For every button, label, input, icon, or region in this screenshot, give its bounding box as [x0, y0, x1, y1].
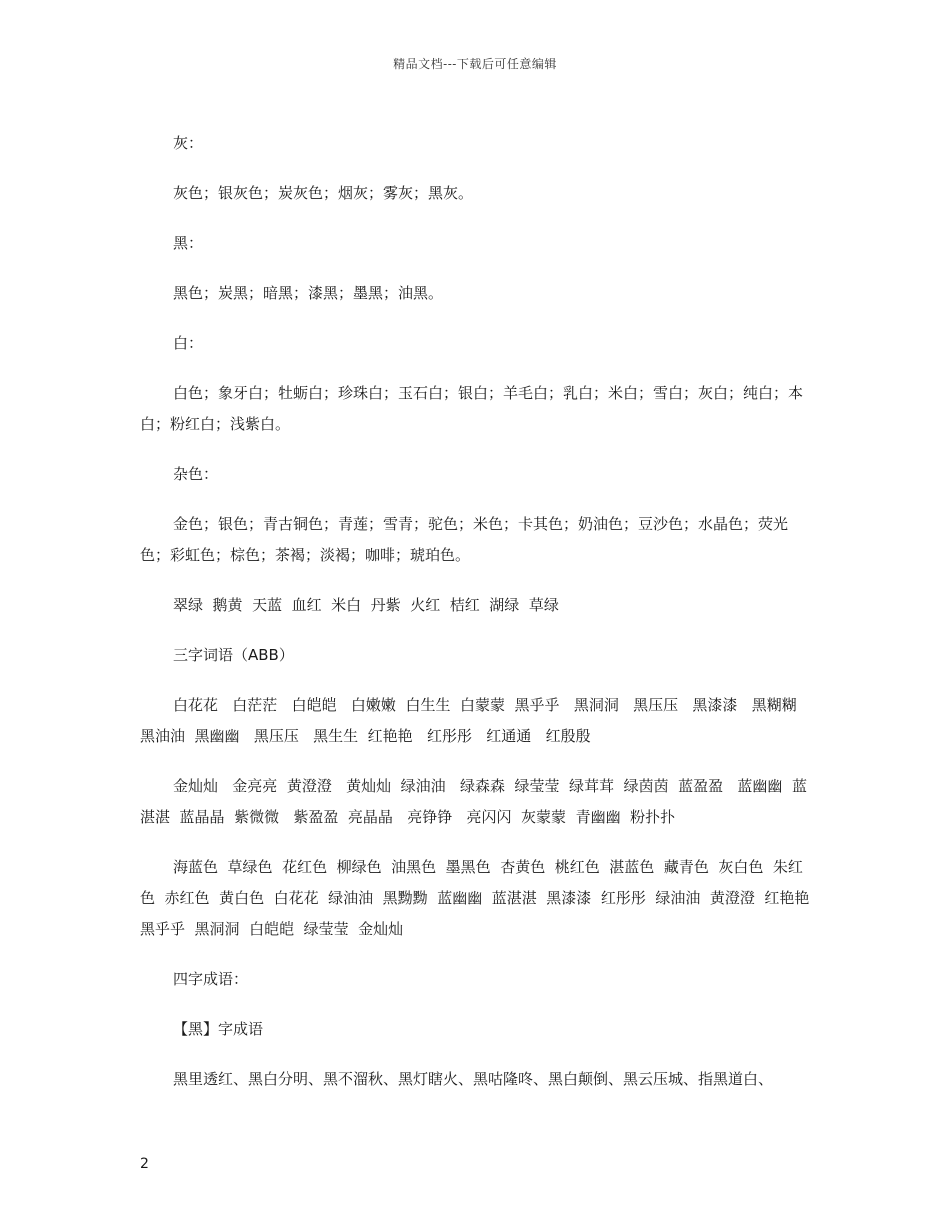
abb-words-white-black-red: 白花花 白茫茫 白皑皑 白嫩嫩 白生生 白蒙蒙 黑乎乎 黑洞洞 黑压压 黑漆漆 黑糊糊 黑油油 黑幽幽 黑压压 黑生生 红艳艳 红彤彤 红通通 红殷殷 — [140, 696, 812, 745]
two-char-color-words: 翠绿 鹅黄 天蓝 血红 米白 丹紫 火红 桔红 湖绿 草绿 — [173, 596, 559, 614]
gray-color-list: 灰色；银灰色；炭灰色；烟灰；雾灰；黑灰。 — [173, 184, 474, 202]
color-words-mixed: 海蓝色 草绿色 花红色 柳绿色 油黑色 墨黑色 杏黄色 桃红色 湛蓝色 藏青色 灰白色 朱红色 赤红色 黄白色 白花花 绿油油 黑黝黝 蓝幽幽 蓝湛湛 黑漆漆 红彤彤 绿油油 黄澄澄 红艳艳 黑乎乎 黑洞洞 白皑皑 绿莹莹 金灿灿 — [140, 858, 819, 938]
heading-black: 黑： — [173, 234, 204, 252]
heading-four-char-idioms: 四字成语： — [173, 970, 249, 988]
heading-mixed: 杂色： — [173, 465, 219, 483]
mixed-color-list: 金色；银色；青古铜色；青莲；雪青；驼色；米色；卡其色；奶油色；豆沙色；水晶色；荧光色；彩虹色；棕色；茶褐；淡褐；咖啡；琥珀色。 — [140, 515, 789, 564]
page-header: 精品文档---下载后可任意编辑 — [393, 57, 557, 71]
page-number: 2 — [140, 1156, 149, 1172]
heading-black-idioms: 【黑】字成语 — [173, 1020, 264, 1038]
white-color-list: 白色；象牙白；牡蛎白；珍珠白；玉石白；银白；羊毛白；乳白；米白；雪白；灰白；纯白；本白；粉红白；浅紫白。 — [140, 384, 804, 433]
black-color-list: 黑色；炭黑；暗黑；漆黑；墨黑；油黑。 — [173, 284, 444, 302]
document-body — [140, 128, 819, 1114]
heading-gray: 灰： — [173, 134, 204, 152]
heading-abb-words: 三字词语（ABB） — [173, 646, 294, 664]
abb-words-gold-green-blue: 金灿灿 金亮亮 黄澄澄 黄灿灿 绿油油 绿森森 绿莹莹 绿茸茸 绿茵茵 蓝盈盈 蓝幽幽 蓝湛湛 蓝晶晶 紫微微 紫盈盈 亮晶晶 亮铮铮 亮闪闪 灰蒙蒙 青幽幽 粉扑扑 — [140, 777, 807, 826]
black-idioms-list: 黑里透红、黑白分明、黑不溜秋、黑灯瞎火、黑咕隆咚、黑白颠倒、黑云压城、指黑道白、 — [173, 1070, 774, 1088]
heading-white: 白： — [173, 334, 204, 352]
